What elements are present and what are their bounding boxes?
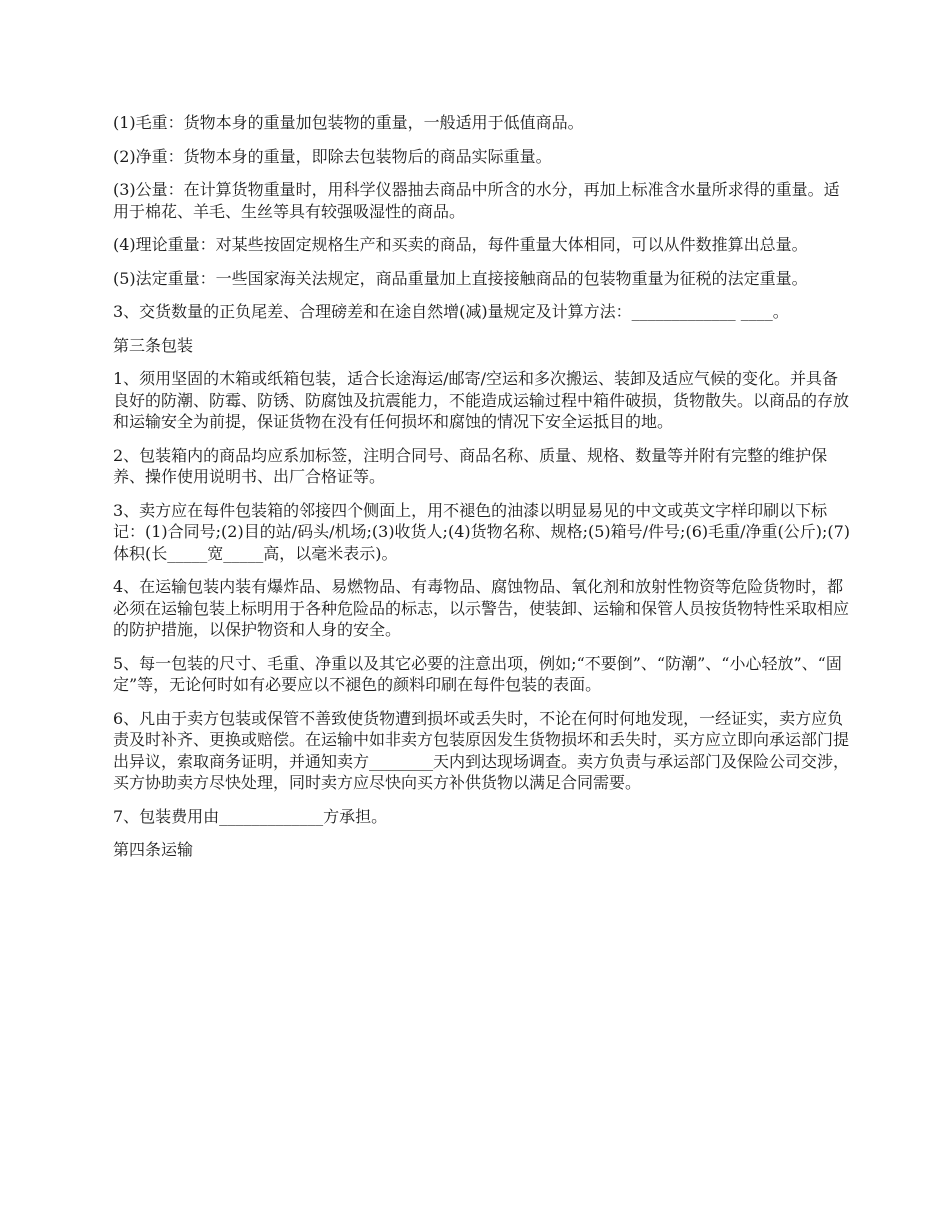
packaging-item-5: 5、每一包装的尺寸、毛重、净重以及其它必要的注意出项，例如;“不要倒”、“防潮”、“小心轻放”、“固定”等，无论何时如有必要应以不褪色的颜料印刷在每件包装的表面。 xyxy=(113,653,842,694)
packaging-item-6: 6、凡由于卖方包装或保管不善致使货物遭到损坏或丢失时，不论在何时何地发现，一经证实，卖方应负责及时补齐、更换或赔偿。在运输中如非卖方包装原因发生货物损坏和丢失时，买方应立即向承运部门提出异议，索取商务证明，并通知卖方________天内到达现场调查。卖方负责与承运部门及保险公司交涉，买方协助卖方尽快处理，同时卖方应尽快向买方补供货物以满足合同需要。 xyxy=(113,708,850,792)
section-heading-packaging: 第三条包装 xyxy=(113,335,194,355)
clause-legal-weight: (5)法定重量：一些国家海关法规定，商品重量加上直接接触商品的包装物重量为征税的法定重量。 xyxy=(113,268,808,288)
clause-gross-weight: (1)毛重：货物本身的重量加包装物的重量，一般适用于低值商品。 xyxy=(113,113,584,132)
clause-net-weight: (2)净重：货物本身的重量，即除去包装物后的商品实际重量。 xyxy=(113,146,552,166)
packaging-item-4: 4、在运输包装内装有爆炸品、易燃物品、有毒物品、腐蚀物品、氧化剂和放射性物资等危险货物时，都必须在运输包装上标明用于各种危险品的标志，以示警告，使装卸、运输和保管人员按货物特性采取相应的防护措施，以保护物资和人身的安全。 xyxy=(113,577,850,639)
clause-theoretical-weight: (4)理论重量：对某些按固定规格生产和买卖的商品，每件重量大体相同，可以从件数推算出总量。 xyxy=(113,235,808,254)
clause-quantity-tolerance: 3、交货数量的正负尾差、合理磅差和在途自然增(减)量规定及计算方法：_____________ ____。 xyxy=(113,302,789,321)
packaging-item-1: 1、须用坚固的木箱或纸箱包装，适合长途海运/邮寄/空运和多次搬运、装卸及适应气候的变化。并具备良好的防潮、防霉、防锈、防腐蚀及抗震能力，不能造成运输过程中箱件破损，货物散失。以商品的存放和运输安全为前提，保证货物在没有任何损坏和腐蚀的情况下安全运抵目的地。 xyxy=(113,369,850,431)
document-page xyxy=(113,112,853,873)
clause-conditioned-weight: (3)公量：在计算货物重量时，用科学仪器抽去商品中所含的水分，再加上标准含水量所求得的重量。适用于棉花、羊毛、生丝等具有较强吸湿性的商品。 xyxy=(113,180,840,221)
packaging-item-7: 7、包装费用由_____________方承担。 xyxy=(113,806,388,826)
packaging-item-3: 3、卖方应在每件包装箱的邻接四个侧面上，用不褪色的油漆以明显易见的中文或英文字样印刷以下标记：(1)合同号;(2)目的站/码头/机场;(3)收货人;(4)货物名称、规格;(5)箱号/件号;(6)毛重/净重(公斤);(7)体积(长_____宽_____高，以毫米表示)。 xyxy=(113,500,851,563)
packaging-item-2: 2、包装箱内的商品均应系加标签，注明合同号、商品名称、质量、规格、数量等并附有完整的维护保养、操作使用说明书、出厂合格证等。 xyxy=(113,445,828,486)
section-heading-transport: 第四条运输 xyxy=(113,840,194,859)
